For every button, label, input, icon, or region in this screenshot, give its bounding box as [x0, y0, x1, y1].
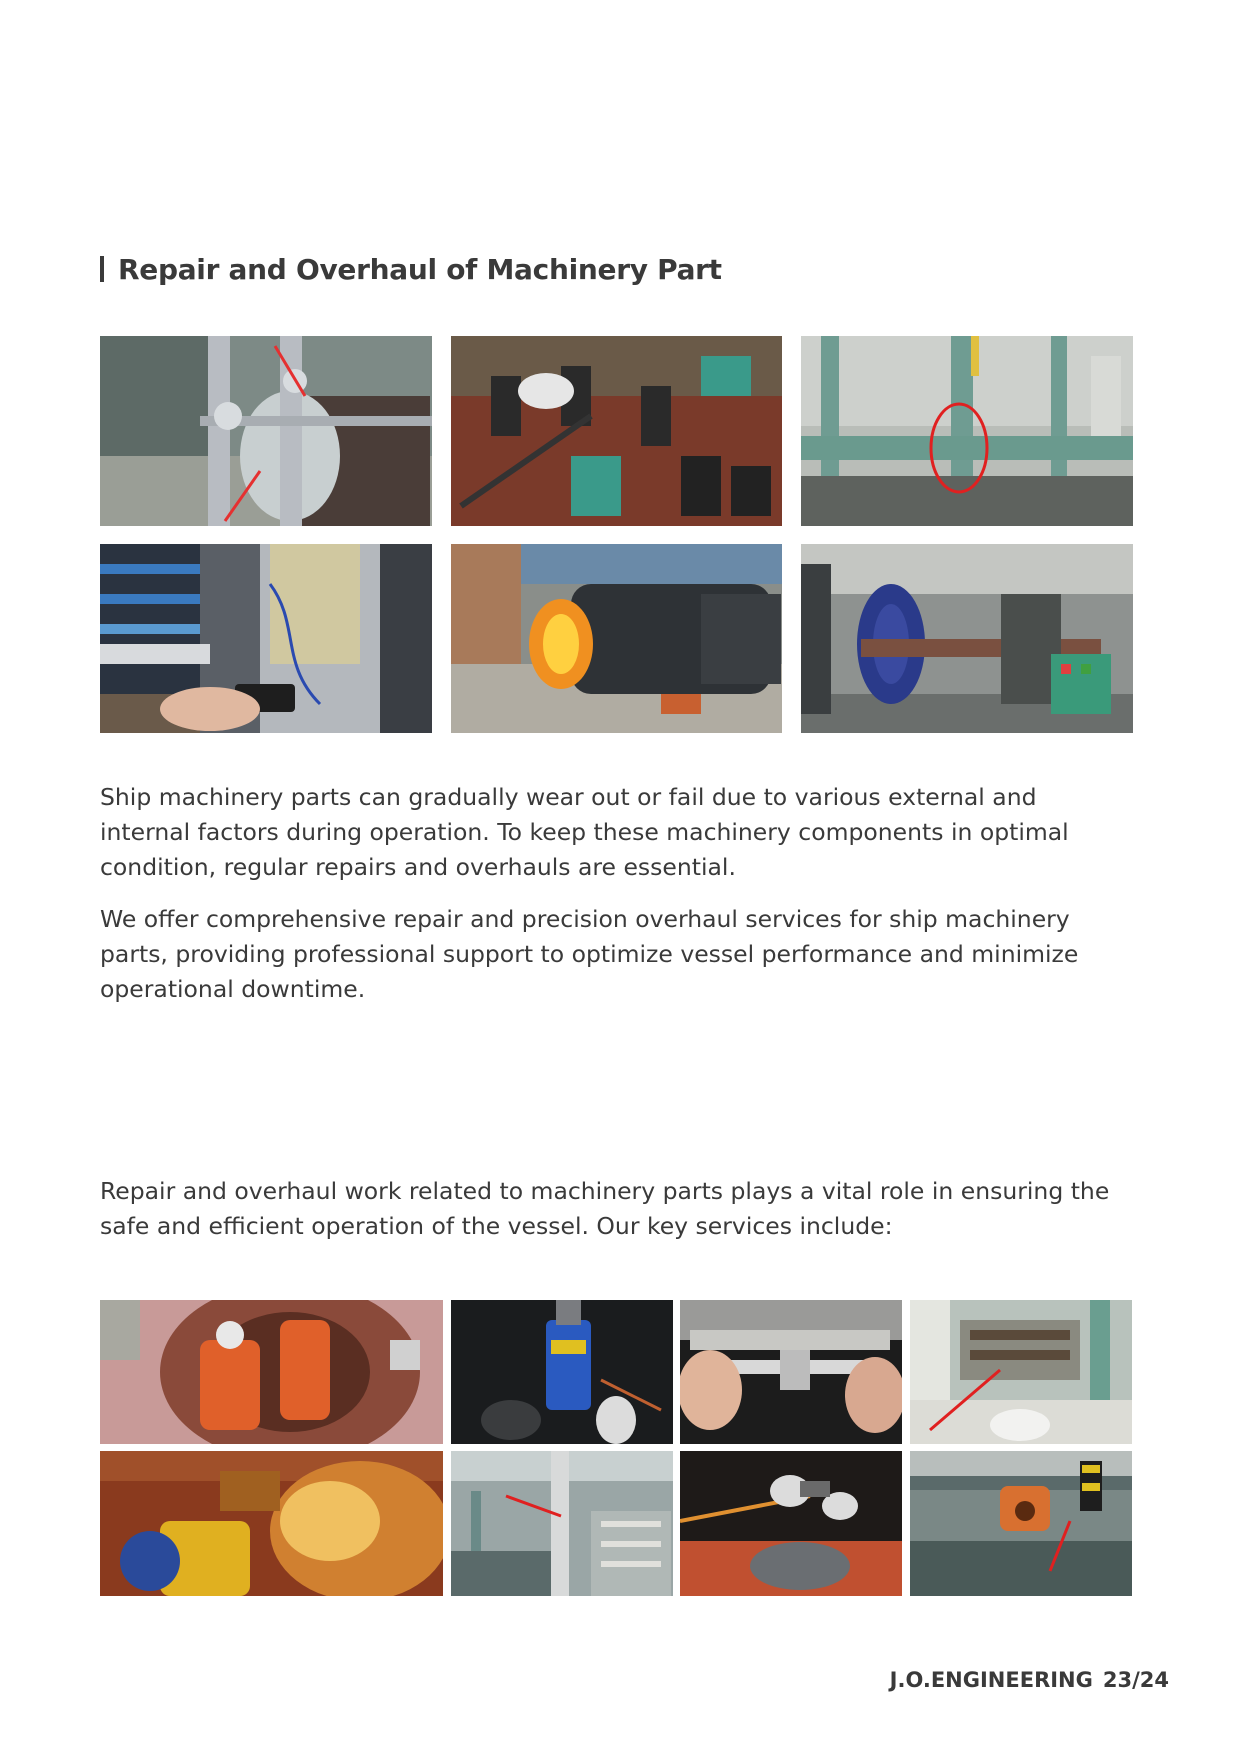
services-paragraph: Repair and overhaul work related to machinery parts plays a vital role in ensuring the safe and efficient operation of the vessel. Our key services include:	[100, 1177, 1110, 1240]
photo-frame-inspection	[801, 336, 1133, 526]
section-title-text: Repair and Overhaul of Machinery Part	[118, 253, 722, 286]
footer-page-number: 23/24	[1102, 1668, 1169, 1692]
photo-duct-inspection	[910, 1300, 1132, 1444]
photo-tank-workers	[100, 1300, 443, 1444]
photo-chain-hoist	[910, 1451, 1132, 1596]
photo-electrical-panel	[100, 544, 432, 733]
offer-paragraph: We offer comprehensive repair and precision overhaul services for ship machinery parts, providing professional support to optimize vessel performance and minimize operational downtime.	[100, 905, 1079, 1003]
title-bar-marker	[100, 256, 104, 282]
photo-grinder-hands	[680, 1451, 902, 1596]
photo-shaft-lathe	[801, 544, 1133, 733]
footer-company: J.O.ENGINEERING	[889, 1668, 1093, 1692]
photo-flame-heating	[451, 544, 782, 733]
photo-pipe-support	[100, 336, 432, 526]
photo-blue-valve-tool	[451, 1300, 673, 1444]
page-footer	[890, 1668, 1169, 1692]
photo-grinding-sparks	[100, 1451, 443, 1596]
photo-engine-wrench	[451, 336, 782, 526]
photo-caliper-gear	[680, 1300, 902, 1444]
section-title	[100, 253, 722, 286]
photo-engine-room-structure	[451, 1451, 673, 1596]
intro-paragraph: Ship machinery parts can gradually wear out or fail due to various external and internal factors during operation. To keep these machinery components in optimal condition, regular repairs and overhauls are essential.	[100, 783, 1069, 881]
